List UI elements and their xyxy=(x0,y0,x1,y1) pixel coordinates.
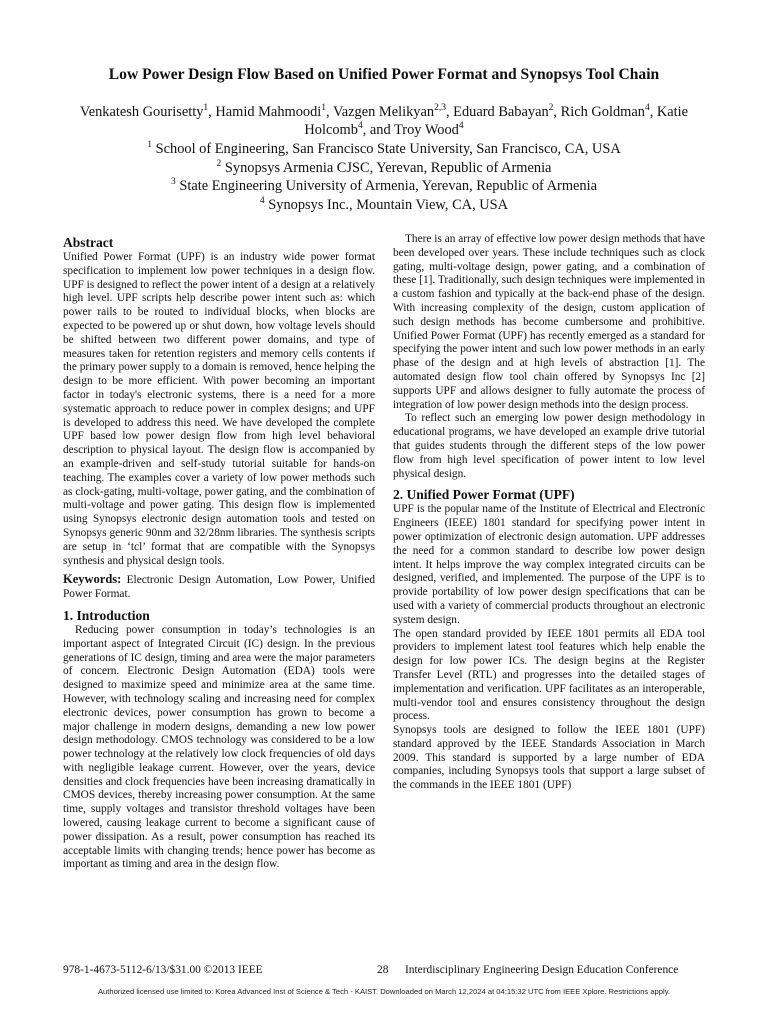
right-column xyxy=(393,233,705,793)
paper-title: Low Power Design Flow Based on Unified Power Format and Synopsys Tool Chain xyxy=(108,66,660,83)
author-text: , Katie xyxy=(649,104,689,120)
affiliation-text: School of Engineering, San Francisco State University, San Francisco, CA, USA xyxy=(152,141,621,157)
left-column xyxy=(63,232,375,872)
author-affiliation-mark: 4 xyxy=(458,121,464,132)
affiliation-list xyxy=(58,140,710,214)
author-text: , Hamid Mahmoodi xyxy=(208,104,322,120)
author-list xyxy=(58,103,710,139)
keywords-text: Electronic Design Automation, Low Power, Unified Power Format. xyxy=(63,574,375,601)
authorized-use-notice: Authorized licensed use limited to: Korea Advanced Inst of Science & Tech - KAIST. Downloaded on March 12,2024 at 04:15:32 UTC from IEEE Xplore. Restrictions apply. xyxy=(97,987,671,996)
footer-isbn: 978-1-4673-5112-6/13/$31.00 ©2013 IEEE xyxy=(63,964,263,976)
upf-paragraph-3: Synopsys tools are designed to follow the IEEE 1801 (UPF) standard approved by the IEEE Standards Association in March 2009. This standard is supported by a large number of EDA companies, including Synopsys tools that support a large subset of the commands in the IEEE 1801 (UPF) xyxy=(393,724,705,792)
author-text: , and Troy Wood xyxy=(362,122,459,138)
affiliation xyxy=(58,196,710,215)
affiliation xyxy=(58,177,710,196)
affiliation-number: 2 xyxy=(216,158,222,169)
author-text: Holcomb xyxy=(304,122,358,138)
footer-conference: Interdisciplinary Engineering Design Education Conference xyxy=(405,964,679,976)
section-heading-upf: 2. Unified Power Format (UPF) xyxy=(393,487,575,503)
author-affiliation-mark: 1 xyxy=(203,103,209,114)
affiliation-text: Synopsys Inc., Mountain View, CA, USA xyxy=(264,196,509,213)
affiliation-text: State Engineering University of Armenia, Yerevan, Republic of Armenia xyxy=(175,178,597,194)
author-affiliation-mark: 2 xyxy=(548,103,554,114)
keywords-label: Keywords: xyxy=(63,572,122,587)
author-affiliation-mark: 4 xyxy=(644,103,650,114)
footer-page-number: 28 xyxy=(377,964,389,976)
abstract-heading: Abstract xyxy=(63,235,114,250)
author-text: , Eduard Babayan xyxy=(445,104,549,120)
affiliation-number: 3 xyxy=(171,177,176,188)
upf-paragraph-1: UPF is the popular name of the Institute of Electrical and Electronic Engineers (IEEE) 1801 standard for specifying power intent in power optimization of electronic design automation. UPF addresses the need for a common standard to describe low power design intent. It helps improve the way complex integrated circuits can be designed, verified, and implemented. The purpose of the UPF is to provide portability of low power design specifications that can be used with a variety of commercial products throughout an electronic system design. xyxy=(393,503,705,626)
keywords xyxy=(63,573,375,602)
affiliation-number: 4 xyxy=(259,195,265,206)
abstract-text: Unified Power Format (UPF) is an industry wide power format specification to implement low power techniques in a design flow. UPF is designed to reflect the power intent of a design at a relatively high level. UPF scripts help describe power intent such as: which power rails to be routed to individual blocks, when blocks are expected to be powered up or shut down, how voltage levels should be shifted between two different power domains, and type of measures taken for retention registers and memory cells contents if the primary power supply to a domain is removed, hence helping the design to be more efficient. With power becoming an important factor in today's electronic systems, there is a need for a more systematic approach to reduce power in complex designs; and UPF is developed to address this need. We have developed the complete UPF based low power design flow from high level behavioral description to physical layout. The design flow is accompanied by an example-driven and self-study tutorial suitable for hands-on teaching. The examples cover a variety of low power methods such as clock-gating, multi-voltage, power gating, and the combination of multi-voltage and power gating. This design flow is implemented using Synopsys electronic design automation tools and tested on Synopsys generic 90nm and 32/28nm libraries. The synthesis scripts are setup in ‘tcl’ format that are compatible with the Synopsys synthesis and physical design tools. xyxy=(63,251,375,567)
section-heading-introduction: 1. Introduction xyxy=(63,607,150,623)
affiliation-number: 1 xyxy=(147,140,153,151)
affiliation-text: Synopsys Armenia CJSC, Yerevan, Republic of Armenia xyxy=(221,159,552,176)
intro-paragraph-2: There is an array of effective low power design methods that have been developed over years. These include techniques such as clock gating, multi-voltage design, power gating, and a combination of these [1]. Traditionally, such design techniques were implemented in a custom fashion and typically at the back-end phase of the design. With increasing complexity of the design, custom application of such design methods has become cumbersome and prohibitive. Unified Power Format (UPF) has recently emerged as a standard for specifying the power intent and such low power methods in an early phase of the design and at high levels of abstraction [1]. The automated design flow tool chain offered by Synopsys Inc [2] supports UPF and allows designer to fully automate the process of integration of low power design methods into the design process. xyxy=(393,233,705,411)
author-affiliation-mark: 1 xyxy=(321,103,327,114)
affiliation xyxy=(58,140,710,159)
author-text: , Vazgen Melikyan xyxy=(326,104,435,120)
upf-paragraph-2: The open standard provided by IEEE 1801 permits all EDA tool providers to implement latest tool features which help enable the design for low power ICs. The design begins at the Register Transfer Level (RTL) and progresses into the detailed stages of implementation and verification. UPF facilitates as an interoperable, multi-vendor tool and ensures consistency throughout the design process. xyxy=(393,627,705,723)
author-text: Venkatesh Gourisetty xyxy=(79,104,204,120)
author-affiliation-mark: 4 xyxy=(357,121,363,132)
author-text: , Rich Goldman xyxy=(553,104,645,120)
intro-paragraph-3: To reflect such an emerging low power design methodology in educational programs, we have developed an example drive tutorial that guides students through the different steps of the low power flow from high level specification of power intent to low level physical design. xyxy=(393,412,705,480)
affiliation xyxy=(58,159,710,178)
intro-paragraph: Reducing power consumption in today’s technologies is an important aspect of Integrated Circuit (IC) design. In the previous generations of IC design, timing and area were the major parameters of concern. Electronic Design Automation (EDA) tools were designed to maximize speed and minimize area at the same time. However, with technology scaling and increasing need for complex electronic devices, power consumption has grown to become a major challenge in modern designs, demanding a new low power design methodology. CMOS technology was considered to be a low power technology at the relatively low clock frequencies of old days with negligible leakage current. However, over the years, device densities and clock frequencies have been increasing dramatically in CMOS devices, thereby increasing power consumption. At the same time, supply voltages and transistor threshold voltages have been lowered, causing leakage current to become a significant cause of power dissipation. As a result, power consumption has reached its acceptable limits with changing trends; hence power has become as important as timing and area in the design flow. xyxy=(63,623,375,871)
author-affiliation-mark: 2,3 xyxy=(434,103,446,114)
